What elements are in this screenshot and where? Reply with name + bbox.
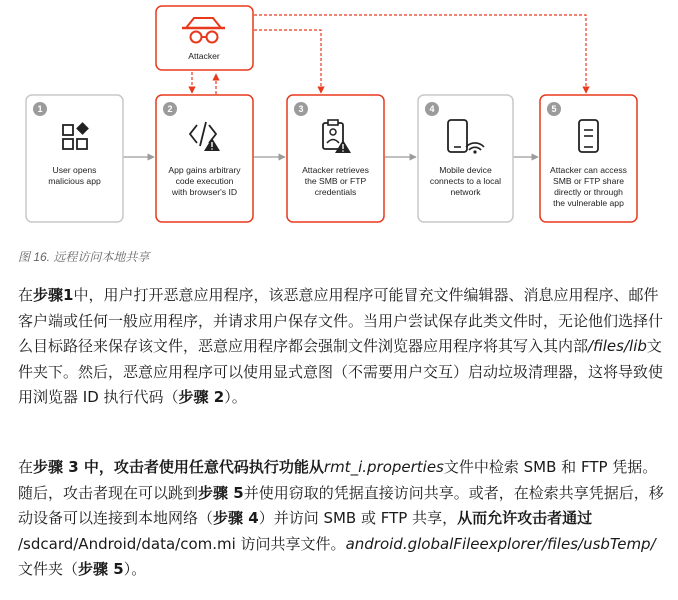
p2-seg-12: 文件夹（ [18,560,79,578]
p1-seg-3: 中，用户打开恶意应用程序，该恶意应用程序可能冒充文件编辑器、消息应用程序、邮件客户端或任何一般应用程序，并请求用户保存文件。当用户尝试保存此类文件时，无论他们选择什么目标路径来保存该文件，恶意应用程序都会强制文件浏览器应用程序将其写入其内部 [18,286,664,355]
step-5-line-1: Attacker can access [550,165,627,175]
p2-seg-3: rmt_i.properties [323,458,444,476]
p1-seg-6: 步骤 2 [178,388,225,406]
p2-seg-14: ）。 [123,560,147,578]
step-1-number: 1 [37,104,43,114]
arrow-attacker-to-step5 [254,15,586,93]
p1-seg-4: /files/lib [588,337,647,355]
step-4-line-1: Mobile device [439,165,492,175]
p2-seg-11: android.globalFileexplorer/files/usbTemp/ [345,534,656,553]
figure-caption: 图 16. 远程访问本地共享 [18,250,150,264]
p2-seg-6: 并使用窃取的凭据直接访问共享。或者，在检索共享凭据后，移动设备可以连接到本地网络（ [18,483,664,527]
p2-seg-5: 步骤 5 [198,483,244,502]
step-3-line-2: the SMB or FTP [304,176,367,186]
step-5-line-3: directly or through [554,187,623,197]
step-4-number: 4 [429,104,435,114]
step-4-line-3: network [450,187,481,197]
step-2-line-1: App gains arbitrary [168,165,241,175]
step-5-number: 5 [551,104,557,114]
p1-seg-2: 步骤1 [33,286,74,304]
p2-seg-13: 步骤 5 [78,560,124,578]
p1-seg-7: ）。 [224,388,247,406]
step-1-line-2: malicious app [48,176,101,186]
p2-seg-9: 从而允许攻击者通过 [457,509,593,527]
step-3-line-3: credentials [314,187,357,197]
p1-seg-1: 在 [18,286,34,304]
step-1-line-1: User opens [52,165,97,175]
step-2-number: 2 [167,104,173,114]
step-5-line-2: SMB or FTP share [553,176,624,186]
paragraph-step3-5 [18,455,666,583]
p2-seg-7: 步骤 4 [213,509,259,527]
step-2-box [156,95,253,222]
p2-seg-2: 步骤 3 中，攻击者使用任意代码执行功能从 [33,458,324,476]
step-1-box [26,95,123,222]
p2-seg-4: 文件中检索 SMB 和 FTP 凭据。随后，攻击者现在可以跳到 [18,458,658,502]
step-3-number: 3 [298,104,304,114]
attack-flow-diagram [0,0,678,235]
step-4-box [418,95,513,222]
step-5-line-4: the vulnerable app [553,198,624,208]
p2-seg-1: 在 [18,458,34,476]
p2-seg-8: ）并访问 SMB 或 FTP 共享， [258,509,458,527]
step-3-line-1: Attacker retrieves [302,165,369,175]
paragraph-step1-2 [18,283,666,411]
step-4-line-2: connects to a local [429,176,502,186]
p2-seg-10: /sdcard/Android/data/com.mi 访问共享文件。 [18,534,346,553]
step-3-box [287,95,384,222]
p1-seg-5: 文件夹下。然后，恶意应用程序可以使用显式意图（不需要用户交互）启动垃圾清理器，这将导致使用浏览器 ID 执行代码（ [18,337,664,406]
arrow-attacker-to-step3 [254,30,321,93]
step-2-line-3: with browser's ID [171,187,238,197]
attacker-label: Attacker [188,51,220,61]
step-2-line-2: code execution [175,176,234,186]
step-5-box [540,95,637,222]
